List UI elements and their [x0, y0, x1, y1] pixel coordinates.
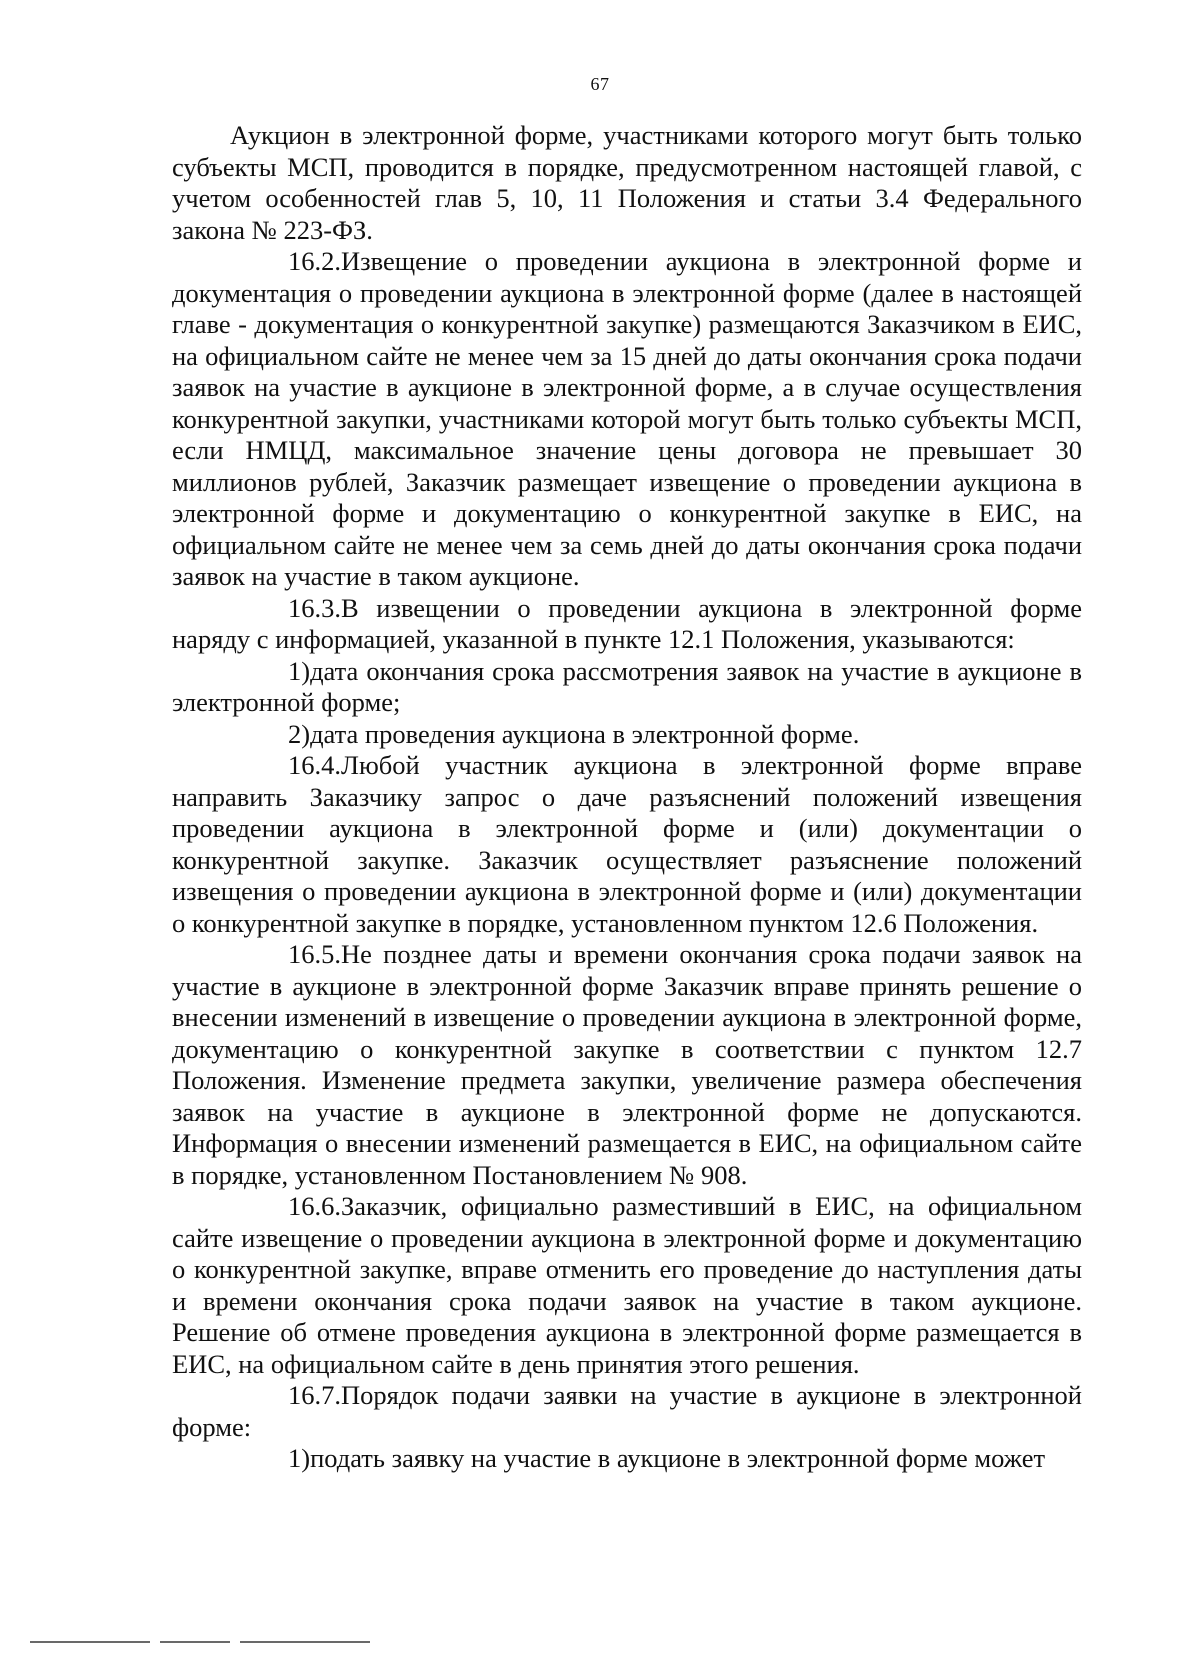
- paragraph-text: Не позднее даты и времени окончания срока подачи заявок на участие в аукционе в электронной форме Заказчик вправе принять решение о внесении изменений в извещение о проведении аукциона в электронной форме, документацию о конкурентной закупке в соответствии с пунктом 12.7 Положения. Изменение предмета закупки, увеличение размера обеспечения заявок на участие в аукционе в электронной форме не допускаются. Информация о внесении изменений размещается в ЕИС, на официальном сайте в порядке, установленном Постановлением № 908.: [172, 939, 1082, 1190]
- paragraph-number: 16.4.: [288, 750, 341, 780]
- scan-artifact-line: [160, 1641, 230, 1643]
- paragraph-intro: [172, 120, 1082, 246]
- paragraph-16-3: [172, 593, 1082, 656]
- page-number: 67: [590, 74, 610, 94]
- paragraph-number: 16.6.: [288, 1191, 341, 1221]
- paragraph-text: Любой участник аукциона в электронной форме вправе направить Заказчику запрос о даче разъяснений положений извещения проведении аукциона в электронной форме и (или) документации о конкурентной закупке. Заказчик осуществляет разъяснение положений извещения о проведении аукциона в электронной форме и (или) документации о конкурентной закупке в порядке, установленном пунктом 12.6 Положения.: [172, 750, 1082, 938]
- list-item-text: дата окончания срока рассмотрения заявок на участие в аукционе в электронной форме;: [172, 655, 1082, 717]
- scan-artifact-line: [240, 1641, 370, 1643]
- paragraph-number: 16.5.: [288, 939, 341, 969]
- list-item-2: [172, 719, 1082, 751]
- list-item-number: 2): [288, 718, 311, 749]
- list-item-text: подать заявку на участие в аукционе в электронной форме может: [310, 1443, 1046, 1473]
- scan-artifact-line: [30, 1641, 150, 1643]
- paragraph-text: Порядок подачи заявки на участие в аукционе в электронной форме:: [172, 1380, 1082, 1442]
- document-body: [172, 120, 1082, 1475]
- paragraph-number: 16.2.: [288, 246, 341, 276]
- paragraph-text: В извещении о проведении аукциона в электронной форме наряду с информацией, указанной в пункте 12.1 Положения, указываются:: [172, 592, 1082, 654]
- list-item-number: 1): [288, 1443, 311, 1473]
- list-item-number: 1): [288, 655, 311, 686]
- paragraph-16-2: [172, 246, 1082, 593]
- paragraph-16-6: [172, 1191, 1082, 1380]
- paragraph-text: Аукцион в электронной форме, участниками которого могут быть только субъекты МСП, проводится в порядке, предусмотренном настоящей главой, с учетом особенностей глав 5, 10, 11 Положения и статьи 3.4 Федерального закона № 223-ФЗ.: [172, 120, 1082, 245]
- paragraph-16-7: [172, 1380, 1082, 1443]
- list-item-1: [172, 656, 1082, 719]
- paragraph-text: Извещение о проведении аукциона в электронной форме и документация о проведении аукциона в электронной форме (далее в настоящей главе - документация о конкурентной закупке) размещаются Заказчиком в ЕИС, на официальном сайте не менее чем за 15 дней до даты окончания срока подачи заявок на участие в аукционе в электронной форме, а в случае осуществления конкурентной закупки, участниками которой могут быть только субъекты МСП, если НМЦД, максимальное значение цены договора не превышает 30 миллионов рублей, Заказчик размещает извещение о проведении аукциона в электронной форме и документацию о конкурентной закупке в ЕИС, на официальном сайте не менее чем за семь дней до даты окончания срока подачи заявок на участие в таком аукционе.: [172, 246, 1082, 591]
- list-item-text: дата проведения аукциона в электронной форме.: [310, 718, 860, 749]
- paragraph-16-4: [172, 750, 1082, 939]
- paragraph-text: Заказчик, официально разместивший в ЕИС, на официальном сайте извещение о проведении аукциона в электронной форме и документацию о конкурентной закупке, вправе отменить его проведение до наступления даты и времени окончания срока подачи заявок на участие в таком аукционе. Решение об отмене проведения аукциона в электронной форме размещается в ЕИС, на официальном сайте в день принятия этого решения.: [172, 1191, 1082, 1379]
- paragraph-16-5: [172, 939, 1082, 1191]
- paragraph-number: 16.7.: [288, 1380, 341, 1410]
- paragraph-number: 16.3.: [288, 592, 341, 623]
- list-item-1-submission: [172, 1443, 1082, 1475]
